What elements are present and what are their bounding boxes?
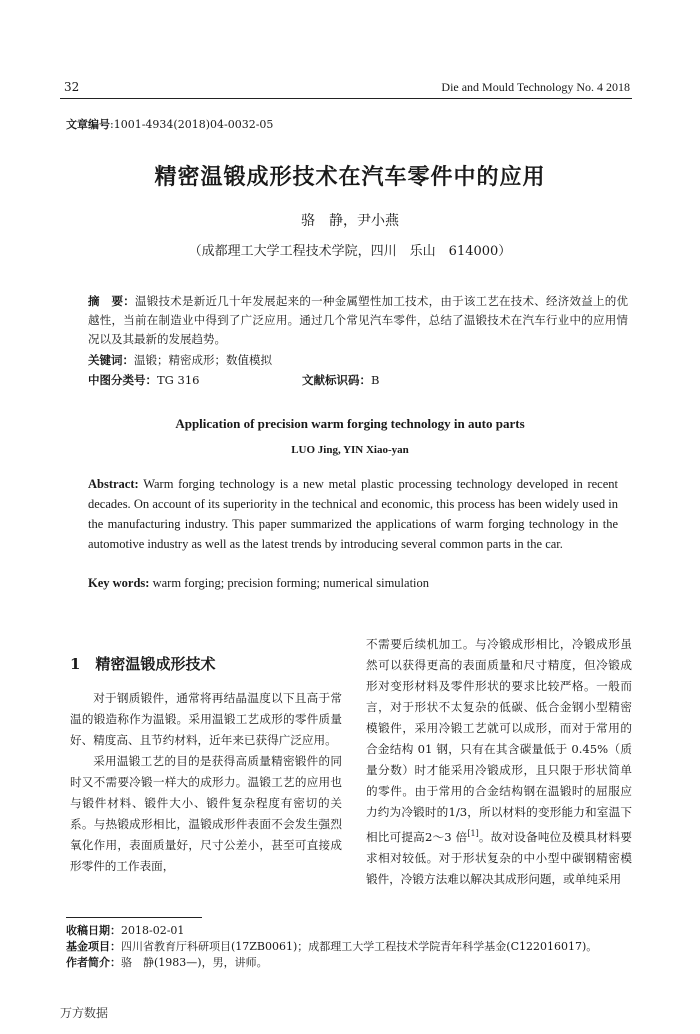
citation-ref: [1] [467,829,479,838]
classification-number [88,372,199,388]
english-keywords-label: Key words: [88,576,150,590]
author-bio-label: 作者简介： [66,956,121,969]
english-keywords [88,576,429,591]
chinese-affiliation: （成都理工大学工程技术学院，四川 乐山 614000） [188,244,512,259]
footnote-received [66,922,184,938]
chinese-abstract-text: 温锻技术是新近几十年发展起来的一种金属塑性加工技术，由于该工艺在技术、经济效益上的优越性，当前在制造业中得到了广泛应用。通过几个常见汽车零件，总结了温锻技术在汽车行业中的应用情况以及其最新的发展趋势。 [88,294,629,346]
article-number-label: 文章编号 [66,118,110,131]
received-label: 收稿日期： [66,924,121,937]
body-left-column [70,688,342,877]
english-abstract [88,474,618,554]
footnote-fund [66,938,597,954]
body-text: 。故对设备吨位及模具材料要求相对较低。对于形状复杂的中小型中碳钢精密模锻件，冷锻方法难以解决其成形问题，或单纯采用 [366,829,632,886]
article-number-value: :1001-4934(2018)04-0032-05 [110,118,274,131]
section-heading: 1 精密温锻成形技术 [70,655,216,673]
footnote-rule [66,917,202,918]
chinese-abstract [88,292,628,349]
chinese-keywords-label: 关键词： [88,353,134,367]
body-text: 不需要后续机加工。与冷锻成形相比，冷锻成形虽然可以获得更高的表面质量和尺寸精度，但冷锻成形对变形材料及零件形状的要求比较严格。一般而言，对于形状不太复杂的低碳、低合金钢小型精密模锻件，采用冷锻工艺就可以成形，而对于常用的合金结构 01 钢，只有在其含碳量低于 0.45%（质量分数）时才能采用冷锻成形，且只限于形状简单的零件。由于常用的合金结构钢在温锻时的屈服应力约为冷锻时的1/3，所以材料的变形能力和室温下相比可提高2～3 倍 [366,637,632,844]
chinese-keywords-text: 温锻；精密成形；数值模拟 [134,353,272,367]
english-abstract-text: Warm forging technology is a new metal plastic processing technology developed in recent decades. On account of its superiority in the technical and economic, this process has been widely used in the manufacturing industry. This paper summarized the applications of warm forging technology in the automotive industry as well as the latest trends by introducing several common parts in the car. [88,477,618,551]
body-paragraph [366,634,632,890]
chinese-keywords [88,352,272,368]
watermark: 万方数据 [60,1006,109,1020]
page-number: 32 [64,80,80,94]
classification-label: 中图分类号： [88,373,157,387]
document-code [302,372,379,388]
body-right-column [366,634,632,890]
author-bio: 骆 静(1983—)，男，讲师。 [121,956,268,969]
journal-running-head: Die and Mould Technology No. 4 2018 [441,80,630,94]
chinese-title: 精密温锻成形技术在汽车零件中的应用 [154,164,546,190]
footnote-author [66,954,268,970]
received-date: 2018-02-01 [121,924,185,937]
english-keywords-text: warm forging; precision forming; numerical simulation [149,576,430,590]
chinese-authors: 骆 静，尹小燕 [301,213,399,229]
article-number [66,116,273,132]
english-authors: LUO Jing, YIN Xiao-yan [291,444,409,456]
header-rule [60,98,632,99]
fund-text: 四川省教育厅科研项目(17ZB0061)；成都理工大学工程技术学院青年科学基金(C122016017)。 [121,940,598,953]
classification-value: TG 316 [157,373,200,387]
english-title: Application of precision warm forging technology in auto parts [175,416,525,431]
document-code-label: 文献标识码： [302,373,371,387]
fund-label: 基金项目： [66,940,121,953]
body-paragraph: 对于钢质锻件，通常将再结晶温度以下且高于常温的锻造称作为温锻。采用温锻工艺成形的零件质量好、精度高、且节约材料，近年来已获得广泛应用。 [70,691,342,747]
english-abstract-label: Abstract: [88,477,139,491]
chinese-abstract-label: 摘 要： [88,294,135,308]
document-code-value: B [371,373,380,387]
body-paragraph: 采用温锻工艺的目的是获得高质量精密锻件的同时又不需要冷锻一样大的成形力。温锻工艺的应用也与锻件材料、锻件大小、锻件复杂程度有密切的关系。与热锻成形相比，温锻成形件表面不会发生强烈氧化作用，表面质量好，尺寸公差小，甚至可直接成形零件的工作表面， [70,754,342,873]
